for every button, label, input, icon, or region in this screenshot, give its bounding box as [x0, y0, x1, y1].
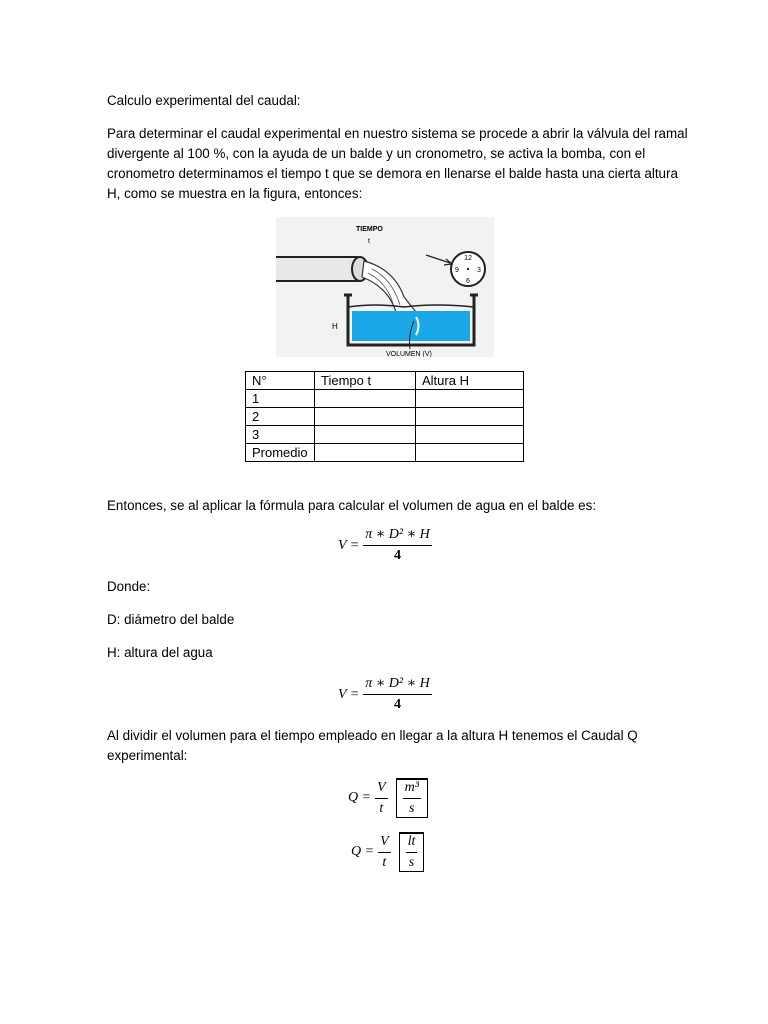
intro-line-4: H, como se muestra en la figura, entonces:: [107, 186, 363, 201]
table-cell: 3: [246, 426, 315, 444]
table-row: [246, 390, 524, 408]
table-header-cell: Altura H: [416, 372, 524, 390]
formula-numerator: V: [378, 834, 391, 853]
formula-denominator: 4: [393, 697, 401, 712]
unit-numerator: lt: [406, 834, 418, 853]
bucket-figure-svg: [276, 217, 494, 357]
formula-intro: Entonces, se al aplicar la fórmula para calcular el volumen de agua en el balde es:: [107, 498, 597, 513]
formula-lhs: V =: [338, 537, 360, 553]
donde-label: Donde:: [107, 579, 151, 594]
intro-line-3: cronometro determinamos el tiempo t que se demora en llenarse el balde hasta una cierta altura: [107, 166, 678, 181]
table-cell[interactable]: [315, 444, 416, 462]
table-row: [246, 408, 524, 426]
formula-lhs: V =: [338, 686, 360, 702]
formula-numerator: V: [375, 780, 388, 799]
unit-bracket: [399, 832, 425, 872]
formula-denominator: 4: [393, 548, 401, 563]
bucket-figure: [276, 217, 494, 357]
table-cell[interactable]: [315, 390, 416, 408]
formula-denominator: t: [382, 854, 387, 870]
clock-9: 9: [455, 267, 459, 274]
label-t: t: [368, 238, 370, 245]
caudal-line-2: experimental:: [107, 748, 188, 763]
formula-fraction: [375, 780, 388, 817]
intro-line-1: Para determinar el caudal experimental en nuestro sistema se procede a abrir la válvula del ramal: [107, 126, 688, 141]
formula-fraction: [363, 527, 431, 564]
table-cell[interactable]: [315, 426, 416, 444]
formula-fraction: [378, 834, 391, 871]
measurement-table: [245, 371, 524, 462]
formula-fraction: [363, 676, 431, 713]
intro-line-2: divergente al 100 %, con la ayuda de un balde y un cronometro, se activa la bomba, con el: [107, 146, 646, 161]
unit-fraction: [406, 834, 418, 871]
caudal-line-1: Al dividir el volumen para el tiempo empleado en llegar a la altura H tenemos el Caudal Q: [107, 728, 638, 743]
formula-denominator: t: [379, 800, 384, 816]
formula-numerator: π ∗ D² ∗ H: [363, 527, 431, 546]
volume-formula: [338, 527, 436, 564]
formula-lhs: Q =: [351, 844, 375, 859]
section-heading: Calculo experimental del caudal:: [107, 93, 301, 108]
pipe-shape: [276, 257, 363, 281]
clock-6: 6: [466, 278, 470, 285]
clock-12: 12: [464, 255, 472, 262]
unit-bracket: [396, 778, 428, 818]
definition-d: D: diámetro del balde: [107, 612, 235, 627]
table-cell: Promedio: [246, 444, 315, 462]
water-fill: [352, 311, 470, 341]
table-row: [246, 426, 524, 444]
unit-numerator: m³: [403, 780, 421, 799]
table-cell: 2: [246, 408, 315, 426]
volume-formula-repeat: [338, 676, 436, 713]
unit-denominator: s: [409, 800, 415, 816]
definition-h: H: altura del agua: [107, 645, 213, 660]
label-volumen: VOLUMEN (V): [386, 351, 432, 357]
table-header-row: [246, 372, 524, 390]
table-cell[interactable]: [416, 408, 524, 426]
label-tiempo: TIEMPO: [356, 226, 383, 233]
flow-formula-lt: [351, 832, 424, 872]
table-cell[interactable]: [416, 444, 524, 462]
label-h: H: [332, 322, 338, 331]
table-header-cell: Tiempo t: [315, 372, 416, 390]
table-cell: 1: [246, 390, 315, 408]
formula-lhs: Q =: [348, 790, 372, 805]
table-header-cell: N°: [246, 372, 315, 390]
table-cell[interactable]: [315, 408, 416, 426]
unit-denominator: s: [408, 854, 415, 870]
unit-fraction: [403, 780, 421, 817]
table-row: [246, 444, 524, 462]
table-cell[interactable]: [416, 426, 524, 444]
formula-numerator: π ∗ D² ∗ H: [363, 676, 431, 695]
clock-3: 3: [477, 267, 481, 274]
flow-formula-m3: [348, 778, 428, 818]
table-cell[interactable]: [416, 390, 524, 408]
